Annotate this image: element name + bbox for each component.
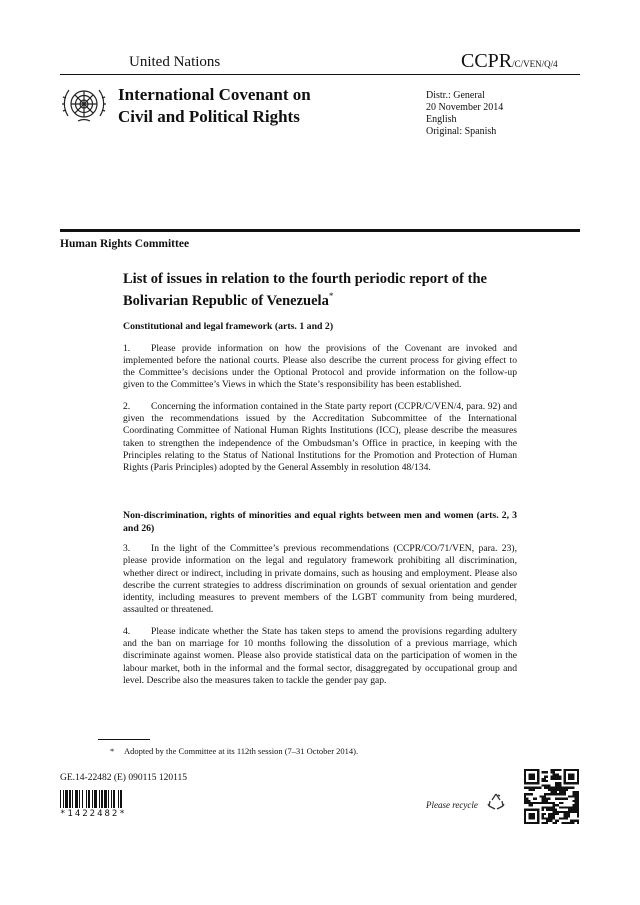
barcode-icon xyxy=(60,790,155,808)
title-line1: List of issues in relation to the fourth periodic report of the xyxy=(123,271,487,287)
footnote-mark: * xyxy=(110,746,115,756)
doc-date: 20 November 2014 xyxy=(426,102,504,113)
title-rule xyxy=(60,229,580,232)
footnote-rule xyxy=(98,739,150,740)
job-number: GE.14-22482 (E) 090115 120115 xyxy=(60,773,188,783)
paragraph xyxy=(123,401,517,475)
paragraph-text: Concerning the information contained in the State party report (CCPR/C/VEN/4, para. 92) and given the recommendations issued by the Accreditation Subcommittee of the International Coordinating Committee of National Human Rights Institutions (ICC), please describe the measures taken to strengthen the independence of the Ombudsman’s Office in practice, in keeping with the Principles relating to the Status of National Institutions for the Promotion and Protection of Human Rights (Paris Principles) adopted by the General Assembly in resolution 48/134. xyxy=(123,400,517,474)
paragraph-number: 3. xyxy=(123,543,131,554)
paragraph-number: 1. xyxy=(123,342,131,354)
doc-language: English xyxy=(426,114,457,125)
symbol-sub: /C/VEN/Q/4 xyxy=(512,59,558,69)
header-rule xyxy=(60,74,580,75)
recycle-icon xyxy=(485,791,507,813)
barcode-text: *1422482* xyxy=(60,809,127,819)
paragraph-text: Please indicate whether the State has taken steps to amend the provisions regarding adultery and the ban on marriage for 10 months following the dissolution of a previous marriage, which discriminate against women. Please also provide statistical data on the participation of women in the labour market, both in the informal and the formal sector, disaggregated by occupational group and level. Describe also the measures taken to tackle the gender pay gap. xyxy=(123,625,517,686)
covenant-line2: Civil and Political Rights xyxy=(118,107,300,126)
document-title xyxy=(123,271,523,310)
committee-name: Human Rights Committee xyxy=(60,238,190,250)
paragraph xyxy=(123,343,517,392)
paragraph-text: In the light of the Committee’s previous recommendations (CCPR/CO/71/VEN, para. 23), please provide information on the legal and regulatory framework prohibiting all discrimination, whether direct or indirect, including in private domains, such as housing and employment. Please also describe the current strategies to address discrimination on grounds of sexual orientation and gender identity, including measures to prevent members of the LGBT community from being murdered, assaulted or threatened. xyxy=(123,543,517,616)
paragraph xyxy=(123,543,517,617)
section-heading: Non-discrimination, rights of minorities and equal rights between men and women (arts. 2, 3 and 26) xyxy=(123,510,517,534)
doc-original: Original: Spanish xyxy=(426,126,497,137)
title-line2: Bolivarian Republic of Venezuela xyxy=(123,292,329,309)
section-heading: Constitutional and legal framework (arts. 1 and 2) xyxy=(123,321,334,332)
un-emblem-icon xyxy=(60,80,108,128)
section-1 xyxy=(123,321,517,474)
qr-code-icon xyxy=(524,769,579,824)
footnote xyxy=(110,746,358,756)
recycle-label: Please recycle xyxy=(426,800,478,810)
title-footnote-mark: * xyxy=(328,291,334,301)
covenant-line1: International Covenant on xyxy=(118,85,311,104)
section-2 xyxy=(123,510,517,687)
org-name: United Nations xyxy=(129,54,221,70)
covenant-title xyxy=(118,84,311,128)
footnote-text: Adopted by the Committee at its 112th session (7–31 October 2014). xyxy=(124,746,359,756)
document-symbol xyxy=(461,50,558,73)
distr-label: Distr.: General xyxy=(426,90,485,101)
paragraph xyxy=(123,626,517,687)
paragraph-number: 4. xyxy=(123,625,131,637)
symbol-main: CCPR xyxy=(461,50,513,72)
distribution-block xyxy=(426,90,503,138)
paragraph-text: Please provide information on how the provisions of the Covenant are invoked and implemented before the national courts. Please also describe the current process for giving effect to the Committee’s decisions under the Optional Protocol and provide information on the follow-up given to the Committee’s Views in which the State’s responsibility has been established. xyxy=(123,342,517,391)
paragraph-number: 2. xyxy=(123,400,131,412)
